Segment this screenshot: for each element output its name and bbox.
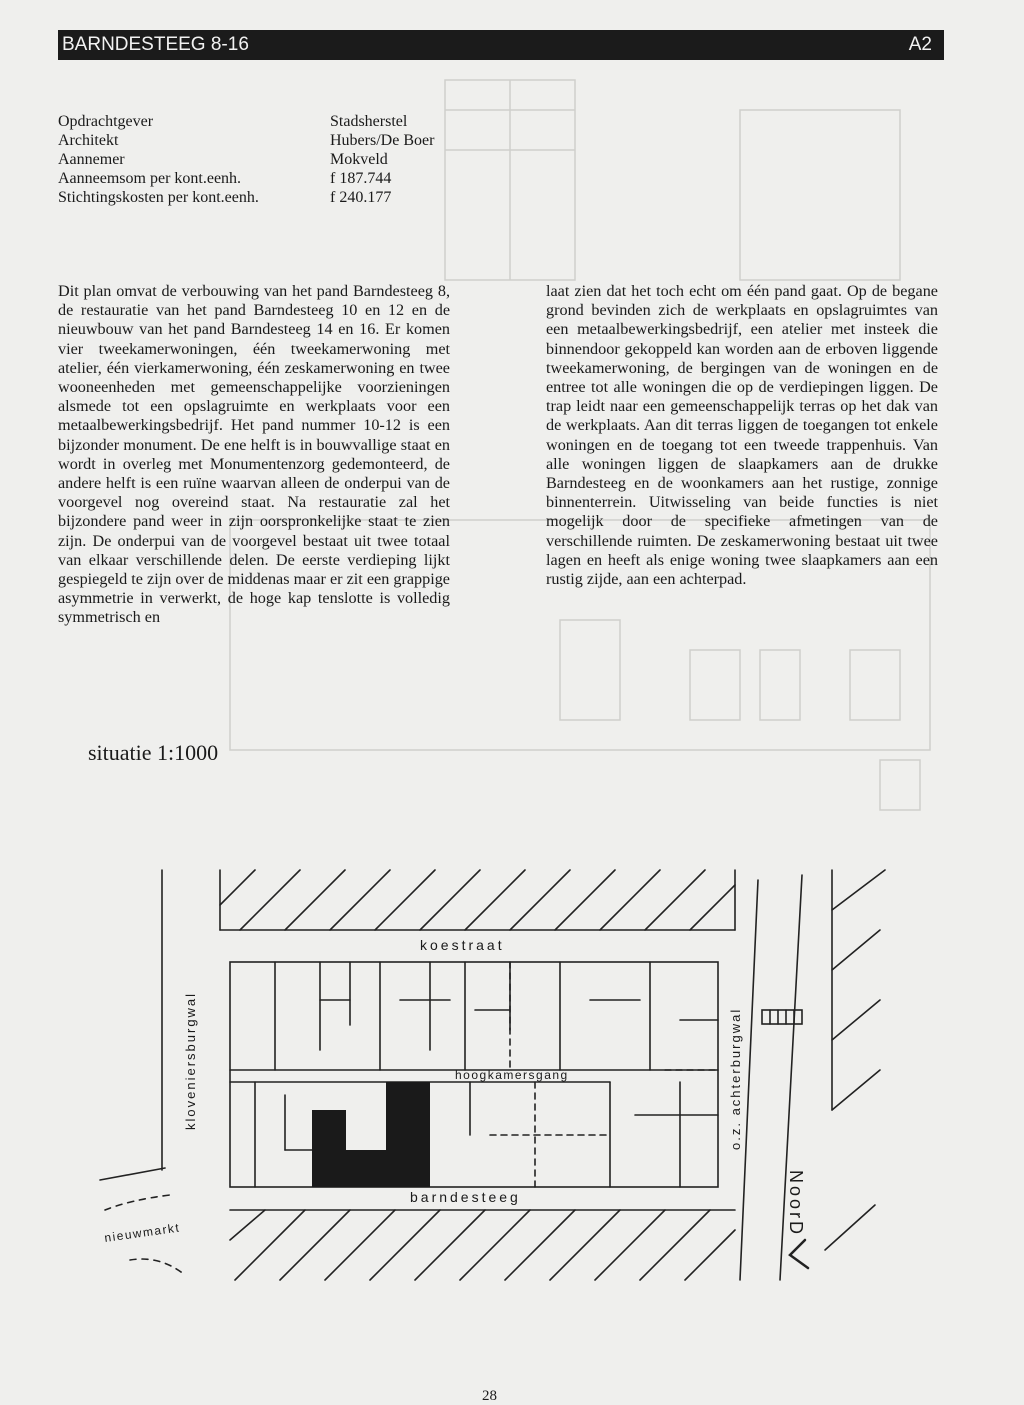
info-value: Stadsherstel xyxy=(330,113,408,130)
info-value: Mokveld xyxy=(330,151,388,168)
info-label: Opdrachtgever xyxy=(58,113,154,130)
street-label-kloveniersburgwal: kloveniersburgwal xyxy=(183,991,198,1130)
project-info xyxy=(58,112,434,207)
info-label: Aannemer xyxy=(58,151,125,168)
bridge xyxy=(762,1010,802,1024)
page-number: 28 xyxy=(482,1388,497,1404)
hatch-top xyxy=(220,870,735,930)
street-label-hoogkamersgang: hoogkamersgang xyxy=(455,1068,569,1082)
street-label-barndesteeg: barndesteeg xyxy=(410,1189,521,1205)
info-row xyxy=(58,150,434,169)
header-bar xyxy=(58,30,944,60)
body-text-right: laat zien dat het toch echt om één pand gaat. Op de begane grond bevinden zich de werkplaats en opslagruimtes van een metaalbewerkingsbedrijf, een atelier met insteek die binnendoor gekoppeld kan worden aan de erboven liggende tweekamerwoning, de bergingen van de woningen en de entree tot alle woningen die op de verdiepingen liggen. De trap leidt naar een gemeenschappelijk terras op het dak van de werkplaats. Aan dit terras liggen de toegangen tot enkele woningen en de toegang tot een tweede trappenhuis. Van alle woningen liggen de slaapkamers aan de drukke Barndesteeg en de woonkamers aan het rustige, zonnige binnenterrein. Uitwisseling van beide functies is niet mogelijk door de specifieke afmetingen van de verschillende ruimten. De zeskamerwoning bestaat uit twee lagen en heeft als enige woning twee slaapkamers aan een rustig zijde, aan een achterpad. xyxy=(546,282,938,589)
canal-edge xyxy=(100,1168,165,1180)
site-plan-map xyxy=(90,850,950,1310)
north-label: NoorD xyxy=(786,1170,806,1238)
project-building xyxy=(312,1082,430,1187)
project-code: A2 xyxy=(908,34,932,55)
project-title: BARNDESTEEG 8-16 xyxy=(62,34,249,55)
info-label: Aanneemsom per kont.eenh. xyxy=(58,170,242,187)
hatch-right xyxy=(825,870,885,1250)
info-row xyxy=(58,112,434,131)
street-label-nieuwmarkt: nieuwmarkt xyxy=(103,1220,182,1245)
street-label-koestraat: koestraat xyxy=(420,937,505,953)
info-value: f 187.744 xyxy=(330,170,392,187)
north-arrow xyxy=(790,1240,808,1268)
info-row xyxy=(58,169,434,188)
info-row xyxy=(58,188,434,207)
info-label: Stichtingskosten per kont.eenh. xyxy=(58,189,259,206)
info-label: Architekt xyxy=(58,132,119,149)
info-value: Hubers/De Boer xyxy=(330,132,435,149)
info-row xyxy=(58,131,434,150)
site-plan-title: situatie 1:1000 xyxy=(88,740,219,765)
info-value: f 240.177 xyxy=(330,189,392,206)
body-text-left: Dit plan omvat de verbouwing van het pand Barndesteeg 8, de restauratie van het pand Barndesteeg 10 en 12 en de nieuwbouw van het pand Barndesteeg 14 en 16. Er komen vier tweekamerwoningen, één tweekamerwoning met atelier, één vierkamerwoning, één zeskamerwoning en twee wooneenheden met gemeenschappelijke voorzieningen alsmede tot een opslagruimte en werkplaats voor een metaalbewerkingsbedrijf. Het pand nummer 10-12 is een bijzonder monument. De ene helft is in bouwvallige staat en wordt in overleg met Monumentenzorg gedemonteerd, de andere helft is een ruïne waarvan alleen de onderpui van de voorgevel nog overeind staat. Na restauratie zal het bijzondere pand weer in zijn oorspronkelijke staat te zien zijn. De onderpui van de voorgevel bestaat uit twee totaal van elkaar verschillende delen. De eerste verdieping lijkt gespiegeld te zijn over de middenas maar er zit een grappige asymmetrie in verwerkt, de hoge kap tenslotte is volledig symmetrisch en xyxy=(58,282,450,627)
street-label-achterburgwal: o.z. achterburgwal xyxy=(728,1007,743,1150)
hatch-bottom xyxy=(230,1210,735,1280)
